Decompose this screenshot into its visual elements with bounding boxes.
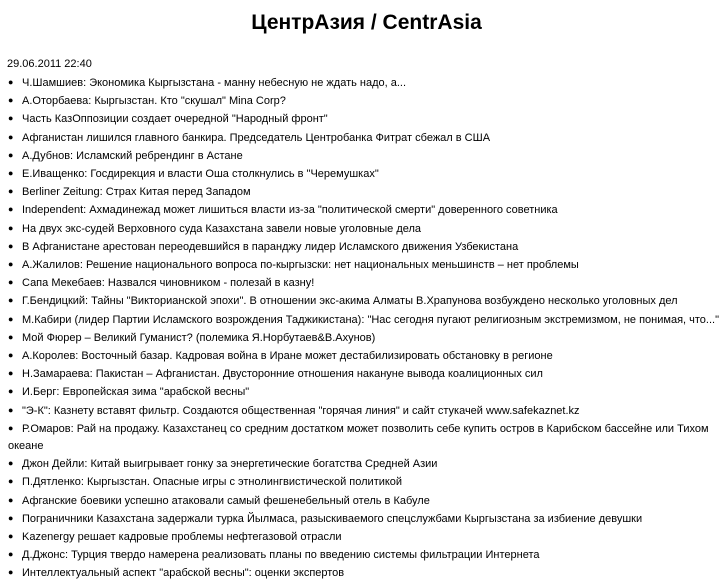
news-item	[8, 455, 726, 473]
news-headline-link[interactable]: Афганистан лишился главного банкира. Председатель Центробанка Фитрат сбежал в США	[22, 131, 491, 144]
news-item	[8, 256, 726, 274]
news-headline-link[interactable]: М.Кабири (лидер Партии Исламского возрождения Таджикистана): "Нас сегодня пугают религиозным экстремизмом, не понимая, что..."	[22, 313, 719, 326]
news-item	[8, 365, 726, 383]
news-headline-link[interactable]: На двух экс-судей Верховного суда Казахстана завели новые уголовные дела	[22, 222, 422, 235]
bullet-icon: ●	[8, 350, 14, 361]
news-headline-link[interactable]: Сапа Мекебаев: Назвался чиновником - полезай в казну!	[22, 277, 315, 290]
news-item	[8, 347, 726, 365]
bullet-icon: ●	[8, 240, 14, 251]
bullet-icon: ●	[8, 295, 14, 306]
bullet-icon: ●	[8, 331, 14, 342]
bullet-icon: ●	[8, 549, 14, 560]
news-item	[8, 510, 726, 528]
news-item	[8, 220, 726, 238]
news-headline-link[interactable]: Berliner Zeitung: Страх Китая перед Западом	[22, 186, 251, 199]
bullet-icon: ●	[8, 458, 14, 469]
news-headline-link[interactable]: А.Дубнов: Исламский ребрендинг в Астане	[22, 149, 243, 162]
bullet-icon: ●	[8, 512, 14, 523]
bullet-icon: ●	[8, 386, 14, 397]
bullet-icon: ●	[8, 113, 14, 124]
news-item	[8, 492, 726, 510]
news-headline-link[interactable]: Р.Омаров: Рай на продажу. Казахстанец со средним достатком может позволить себе купить остров в Карибском бассейне или Тихом океане	[8, 422, 709, 453]
news-headline-link[interactable]: Интеллектуальный аспект "арабской весны": оценки экспертов	[22, 567, 345, 580]
page-title: ЦентрАзия / CentrAsia	[251, 11, 482, 34]
news-headline-link[interactable]: Н.Замараева: Пакистан – Афганистан. Двусторонние отношения накануне вывода коалиционных сил	[22, 368, 543, 381]
news-list	[8, 74, 726, 583]
news-item	[8, 74, 726, 92]
news-headline-link[interactable]: А.Оторбаева: Кыргызстан. Кто "скушал" Mina Corp?	[22, 95, 286, 108]
news-headline-link[interactable]: Г.Бендицкий: Тайны "Викторианской эпохи". В отношении экс-акима Алматы В.Храпунова возбуждено несколько уголовных дел	[22, 295, 678, 308]
bullet-icon: ●	[8, 77, 14, 87]
news-item	[8, 528, 726, 546]
bullet-icon: ●	[8, 149, 14, 160]
news-headline-link[interactable]: А.Жалилов: Решение национального вопроса по-кыргызски: нет национальных меньшинств – нет проблемы	[22, 259, 579, 272]
news-headline-link[interactable]: Д.Джонс: Турция твердо намерена реализовать планы по введению системы фильтрации Интернета	[22, 549, 540, 562]
bullet-icon: ●	[8, 131, 14, 142]
news-headline-link[interactable]: Афганские боевики успешно атаковали самый фешенебельный отель в Кабуле	[22, 494, 430, 507]
bullet-icon: ●	[8, 277, 14, 288]
news-item	[8, 473, 726, 491]
news-item	[8, 546, 726, 564]
news-headline-link[interactable]: Мой Фюрер – Великий Гуманист? (полемика Я.Норбутаев&В.Ахунов)	[22, 331, 376, 344]
news-headline-link[interactable]: В Афганистане арестован переодевшийся в паранджу лидер Исламского движения Узбекистана	[22, 240, 519, 253]
bullet-icon: ●	[8, 404, 14, 415]
bullet-icon: ●	[8, 494, 14, 505]
bullet-icon: ●	[8, 567, 14, 578]
news-headline-link[interactable]: Часть КазОппозиции создает очередной "Народный фронт"	[22, 113, 328, 126]
bullet-icon: ●	[8, 168, 14, 179]
news-headline-link[interactable]: Пограничники Казахстана задержали турка Йылмаса, разыскиваемого спецслужбами Кыргызстана за избиение девушки	[22, 512, 643, 525]
bullet-icon: ●	[8, 368, 14, 379]
news-item	[8, 129, 726, 147]
news-headline-link[interactable]: А.Королев: Восточный базар. Кадровая война в Иране может дестабилизировать обстановку в регионе	[22, 350, 553, 363]
bullet-icon: ●	[8, 95, 14, 106]
news-headline-link[interactable]: Independent: Ахмадинежад может лишиться власти из-за "политической смерти" доверенного советника	[22, 204, 558, 217]
news-headline-link[interactable]: Ч.Шамшиев: Экономика Кыргызстана - манну небесную не ждать надо, а...	[22, 77, 407, 89]
news-item	[8, 110, 726, 128]
news-item	[8, 147, 726, 165]
news-item	[8, 564, 726, 582]
bullet-icon: ●	[8, 204, 14, 215]
news-item	[8, 402, 726, 420]
news-item	[8, 329, 726, 347]
news-item	[8, 420, 726, 455]
bullet-icon: ●	[8, 531, 14, 542]
news-item	[8, 311, 726, 329]
news-headline-link[interactable]: И.Берг: Европейская зима "арабской весны"	[22, 386, 250, 399]
bullet-icon: ●	[8, 259, 14, 270]
news-item	[8, 92, 726, 110]
bullet-icon: ●	[8, 222, 14, 233]
news-item	[8, 274, 726, 292]
news-item	[8, 292, 726, 310]
news-item	[8, 183, 726, 201]
news-headline-link[interactable]: Е.Иващенко: Госдирекция и власти Оша столкнулись в "Черемушках"	[22, 168, 379, 181]
news-headline-link[interactable]: Джон Дейли: Китай выигрывает гонку за энергетические богатства Средней Азии	[22, 458, 438, 471]
bullet-icon: ●	[8, 422, 14, 433]
news-item	[8, 383, 726, 401]
bullet-icon: ●	[8, 313, 14, 324]
news-item	[8, 201, 726, 219]
publication-date: 29.06.2011 22:40	[7, 58, 92, 70]
news-item	[8, 165, 726, 183]
news-headline-link[interactable]: П.Дятленко: Кыргызстан. Опасные игры с этнолингвистической политикой	[22, 476, 403, 489]
news-headline-link[interactable]: Kazenergy решает кадровые проблемы нефтегазовой отрасли	[22, 531, 342, 544]
bullet-icon: ●	[8, 186, 14, 197]
bullet-icon: ●	[8, 476, 14, 487]
news-item	[8, 238, 726, 256]
news-headline-link[interactable]: "Э-К": Казнету вставят фильтр. Создаются общественная "горячая линия" и сайт стукачей www.safekaznet.kz	[22, 404, 580, 417]
